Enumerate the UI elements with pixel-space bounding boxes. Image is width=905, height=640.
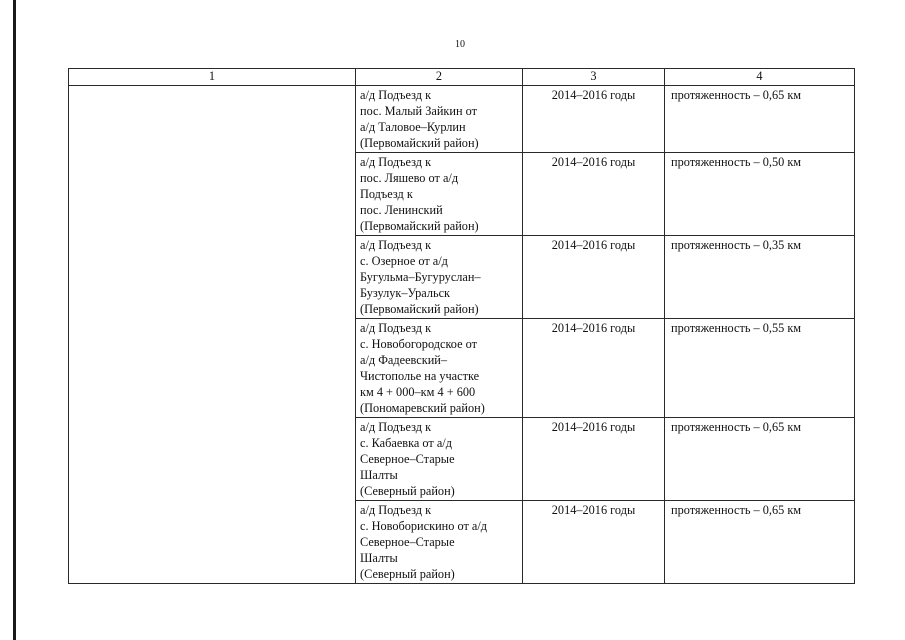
empty-column-1-cell xyxy=(69,86,356,584)
road-name-line: а/д Подъезд к xyxy=(360,155,432,169)
period-cell: 2014–2016 годы xyxy=(523,501,665,584)
column-header-4: 4 xyxy=(665,69,855,86)
period-cell: 2014–2016 годы xyxy=(523,236,665,319)
road-name-line: (Северный район) xyxy=(360,484,455,498)
road-name-line: км 4 + 000–км 4 + 600 xyxy=(360,385,476,399)
road-name-line: (Первомайский район) xyxy=(360,302,479,316)
period-cell: 2014–2016 годы xyxy=(523,153,665,236)
column-header-3: 3 xyxy=(523,69,665,86)
road-name-line: с. Озерное от а/д xyxy=(360,254,448,268)
road-name-line: Бугульма–Бугуруслан– xyxy=(360,270,481,284)
road-name-line: с. Новобогородское от xyxy=(360,337,477,351)
period-cell: 2014–2016 годы xyxy=(523,86,665,153)
column-header-2: 2 xyxy=(356,69,523,86)
road-name-line: Северное–Старые xyxy=(360,535,455,549)
length-cell: протяженность – 0,65 км xyxy=(665,418,855,501)
road-name-line: (Первомайский район) xyxy=(360,136,479,150)
road-name-line: Северное–Старые xyxy=(360,452,455,466)
road-name-line: а/д Таловое–Курлин xyxy=(360,120,466,134)
period-cell: 2014–2016 годы xyxy=(523,319,665,418)
road-name-line: Шалты xyxy=(360,551,398,565)
road-name-line: Шалты xyxy=(360,468,398,482)
road-name-line: пос. Ляшево от а/д xyxy=(360,171,459,185)
road-name-line: Подъезд к xyxy=(360,187,413,201)
column-header-1: 1 xyxy=(69,69,356,86)
road-name-line: а/д Фадеевский– xyxy=(360,353,448,367)
road-name-cell xyxy=(356,319,523,418)
length-cell: протяженность – 0,50 км xyxy=(665,153,855,236)
length-cell: протяженность – 0,35 км xyxy=(665,236,855,319)
road-name-cell xyxy=(356,236,523,319)
road-name-line: (Пономаревский район) xyxy=(360,401,485,415)
road-name-cell xyxy=(356,418,523,501)
roads-table xyxy=(68,68,855,584)
road-name-line: пос. Ленинский xyxy=(360,203,443,217)
road-name-line: а/д Подъезд к xyxy=(360,321,432,335)
road-name-line: с. Новоборискино от а/д xyxy=(360,519,488,533)
road-name-line: (Первомайский район) xyxy=(360,219,479,233)
road-name-line: пос. Малый Зайкин от xyxy=(360,104,477,118)
road-name-cell xyxy=(356,153,523,236)
length-cell: протяженность – 0,55 км xyxy=(665,319,855,418)
period-cell: 2014–2016 годы xyxy=(523,418,665,501)
road-name-line: а/д Подъезд к xyxy=(360,503,432,517)
road-name-line: с. Кабаевка от а/д xyxy=(360,436,452,450)
page-edge-rule xyxy=(13,0,16,640)
length-cell: протяженность – 0,65 км xyxy=(665,86,855,153)
road-name-line: Бузулук–Уральск xyxy=(360,286,451,300)
road-name-line: (Северный район) xyxy=(360,567,455,581)
road-name-cell xyxy=(356,86,523,153)
road-name-line: а/д Подъезд к xyxy=(360,420,432,434)
road-name-line: а/д Подъезд к xyxy=(360,88,432,102)
road-name-line: Чистополье на участке xyxy=(360,369,480,383)
table-row xyxy=(69,86,855,153)
road-name-line: а/д Подъезд к xyxy=(360,238,432,252)
table-header-row xyxy=(69,69,855,86)
page-number: 10 xyxy=(455,39,465,50)
road-name-cell xyxy=(356,501,523,584)
length-cell: протяженность – 0,65 км xyxy=(665,501,855,584)
